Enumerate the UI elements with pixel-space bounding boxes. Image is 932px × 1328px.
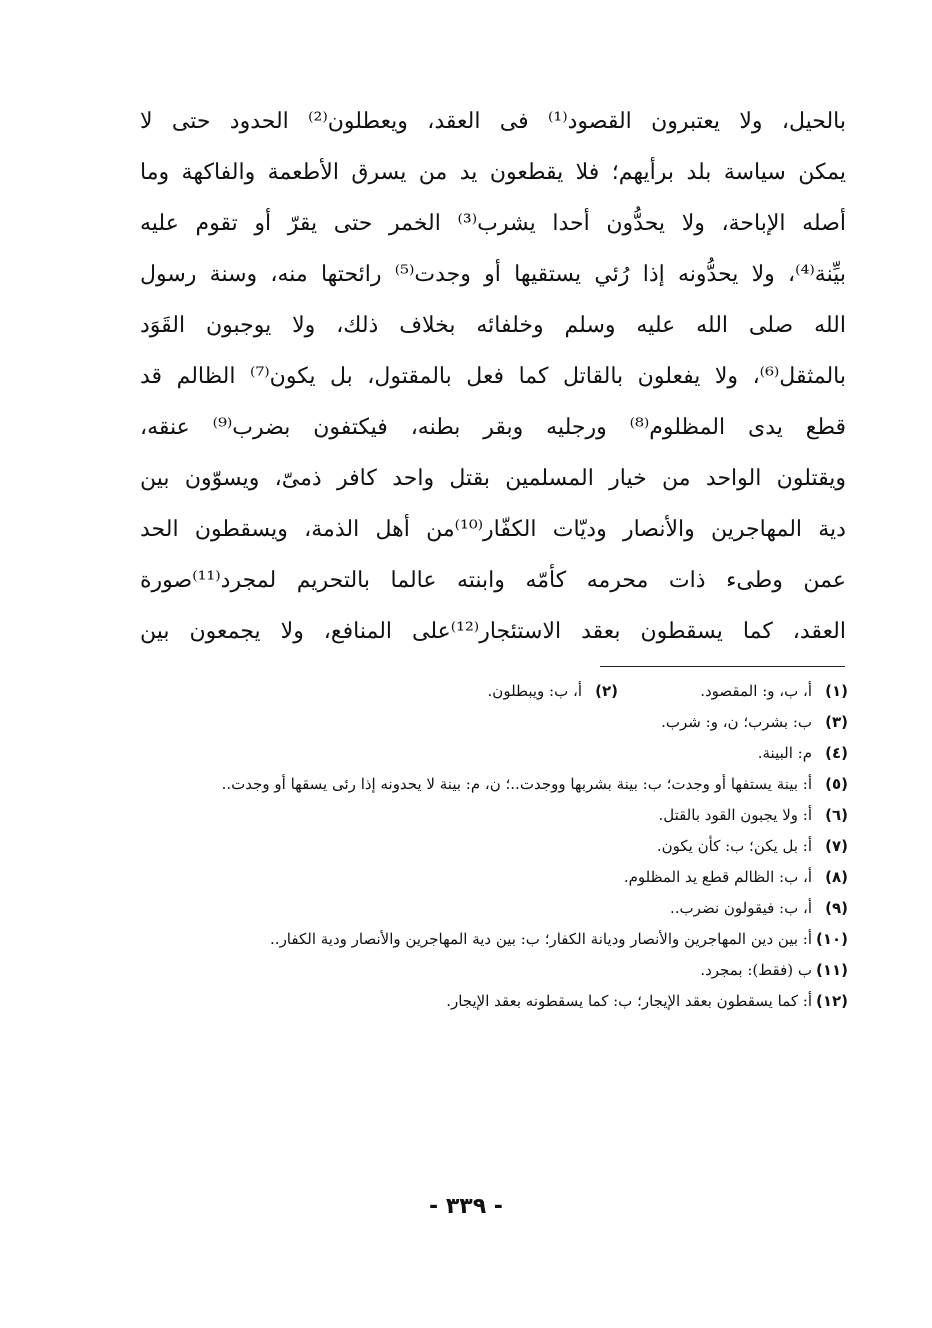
footnote-divider [600,666,845,667]
footnote-number: (١) [825,682,848,700]
text-line: دية المهاجرين والأنصار وديّات الكفّار⁽¹⁰⁾من أهل الذمة، ويسقطون الحد [140,517,846,542]
text-line: ويقتلون الواحد من خيار المسلمين بقتل واحد كافر ذمىّ، ويسوّون بين [140,466,846,491]
footnote-7 [150,831,848,862]
text-line: الله صلى الله عليه وسلم وخلفائه بخلاف ذلك، ولا يوجبون القَوَد [140,313,846,338]
footnote-text: ب: بشرب؛ ن، و: شرب. [661,713,812,731]
footnote-number: (٥) [825,775,848,793]
footnote-text: أ، ب: الظالم قطع يد المظلوم. [623,868,812,886]
footnote-number: (١١) [815,961,848,979]
footnote-number: (١٠) [815,930,848,948]
footnote-row [150,676,848,707]
footnote-9 [150,893,848,924]
text-line: العقد، كما يسقطون بعقد الاستئجار⁽¹²⁾على المنافع، ولا يجمعون بين [140,619,846,644]
text-line: بالمثقل⁽⁶⁾، ولا يفعلون بالقاتل كما فعل بالمقتول، بل يكون⁽⁷⁾ الظالم قد [140,364,846,389]
footnote-2 [388,676,618,707]
footnote-number: (٣) [825,713,848,731]
footnote-text: أ: بين دين المهاجرين والأنصار وديانة الكفار؛ ب: بين دية المهاجرين والأنصار ودية الكفار.. [270,930,812,948]
main-text [140,96,846,657]
footnote-text: أ: ولا يجبون القود بالقتل. [658,806,812,824]
page-number: - ٣٣٩ - [429,1194,503,1219]
footnote-6 [150,800,848,831]
footnote-text: أ، ب: ويبطلون. [487,682,582,700]
footnote-text: م: البينة. [757,744,812,762]
footnote-3 [150,707,848,738]
footnote-text: أ، ب: فيقولون نضرب.. [670,899,812,917]
footnote-text: ب (فقط): بمجرد. [700,961,812,979]
footnote-number: (٦) [825,806,848,824]
footnote-5 [150,769,848,800]
text-line: بيِّنة⁽⁴⁾، ولا يحدُّونه إذا رُئي يستقيها أو وجدت⁽⁵⁾ رائحتها منه، وسنة رسول [140,262,846,287]
footnote-number: (٨) [825,868,848,886]
footnotes [150,676,848,1017]
footnote-text: أ: كما يسقطون بعقد الإيجار؛ ب: كما يسقطونه بعقد الإيجار. [446,992,812,1010]
text-line: عمن وطىء ذات محرمه كأمّه وابنته عالما بالتحريم لمجرد⁽¹¹⁾صورة [140,568,846,593]
footnote-1 [618,676,848,707]
footnote-number: (٩) [825,899,848,917]
text-line: قطع يدى المظلوم⁽⁸⁾ ورجليه وبقر بطنه، فيكتفون بضرب⁽⁹⁾ عنقه، [140,415,846,440]
footnote-number: (٤) [825,744,848,762]
footnote-12 [150,986,848,1017]
text-line: أصله الإباحة، ولا يحدُّون أحدا يشرب⁽³⁾ الخمر حتى يقرّ أو تقوم عليه [140,211,846,236]
footnote-10 [150,924,848,955]
text-line: يمكن سياسة بلد برأيهم؛ فلا يقطعون يد من يسرق الأطعمة والفاكهة وما [140,160,846,185]
text-line: بالحيل، ولا يعتبرون القصود⁽¹⁾ فى العقد، ويعطلون⁽²⁾ الحدود حتى لا [140,109,846,134]
footnote-text: أ: بل يكن؛ ب: كأن يكون. [656,837,812,855]
footnote-8 [150,862,848,893]
footnote-number: (١٢) [815,992,848,1010]
footnote-4 [150,738,848,769]
footnote-number: (٢) [595,682,618,700]
footnote-number: (٧) [825,837,848,855]
footnote-11 [150,955,848,986]
footnote-text: أ، ب، و: المقصود. [700,682,812,700]
footnote-text: أ: بينة يستفها أو وجدت؛ ب: بينة بشربها ووجدت..؛ ن، م: بينة لا يحدونه إذا رئى يسقها أو وجدت.. [221,775,812,793]
